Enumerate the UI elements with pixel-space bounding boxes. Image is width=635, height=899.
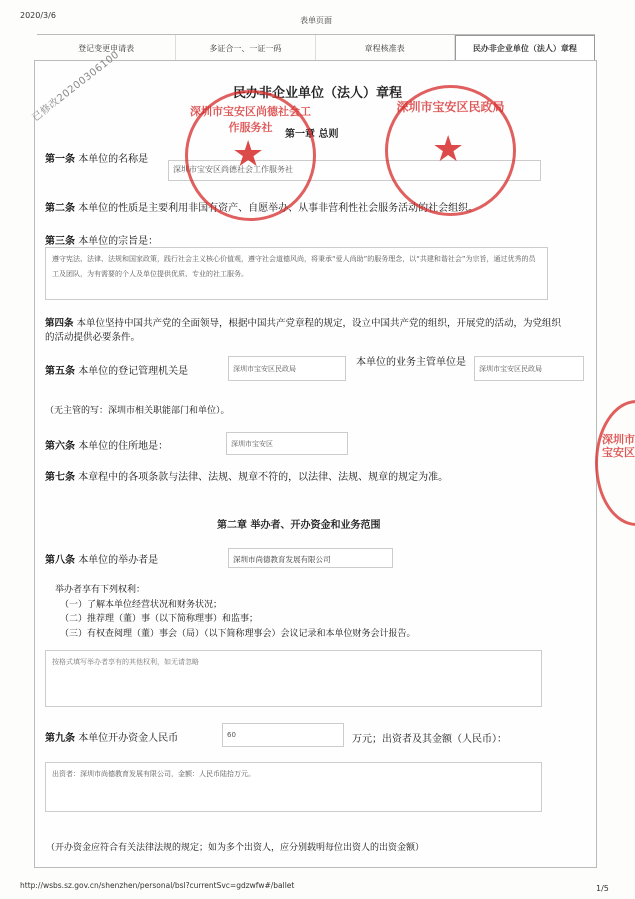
star-icon: ★ [232,134,265,175]
article6-label [45,437,168,452]
article6-text: 本单位的住所地是： [78,441,169,452]
star-icon: ★ [432,129,465,170]
seal-civil-affairs-text: 深圳市宝安区民政局 [396,100,505,114]
investor-textarea[interactable]: 出资者：深圳市尚德教育发展有限公司，金额：人民币陆拾万元。 [45,762,542,812]
article4-text: 本单位坚持中国共产党的全面领导，根据中国共产党章程的规定，设立中国共产党的组织，开展党的活动，为党组织的活动提供必要条件。 [45,318,562,343]
article5-number: 第五条 [45,366,75,377]
article3-label [45,232,158,247]
registration-authority-field[interactable]: 深圳市宝安区民政局 [228,356,346,381]
right-item-1: （一）了解本单位经营状况和财务状况； [60,600,223,610]
chapter2-title: 第二章 举办者、开办资金和业务范围 [217,520,381,531]
article7-text: 本章程中的各项条款与法律、法规、规章不符的，以法律、法规、规章的规定为准。 [78,472,449,483]
purpose-textarea[interactable]: 遵守宪法、法律、法规和国家政策，践行社会主义核心价值观，遵守社会道德风尚，将秉承“爱人尚助”的服务理念，以“共建和谐社会”为宗旨，通过优秀的员工及团队，为有需要的个人及单位提供优质、专业的社工服务。 [45,247,548,300]
article1-number: 第一条 [45,154,75,165]
article8-text: 本单位的举办者是 [78,555,159,566]
article9-label [45,729,178,744]
article4 [45,317,565,345]
capital-amount-field[interactable]: 60 [222,723,344,747]
page-header-title: 表单页面 [300,16,332,25]
watermark: 已修改20200306100 [30,49,122,124]
article9-text: 本单位开办资金人民币 [78,733,179,744]
capital-note: （开办资金应符合有关法律法规的规定；如为多个出资人，应分别载明每位出资人的出资金额） [46,843,425,853]
article7 [45,471,565,485]
article2-text: 本单位的性质是主要利用非国有资产、自愿举办、从事非营利性社会服务活动的社会组织。 [78,203,479,214]
page-number: 1/5 [596,884,609,893]
article5-label2: 本单位的业务主管单位是 [356,357,466,368]
article3-number: 第三条 [45,236,75,247]
tab-charter-approval[interactable]: 章程核准表 [316,35,455,61]
rights-title: 举办者享有下列权利： [55,585,146,595]
supervisor-unit-field[interactable]: 深圳市宝安区民政局 [474,356,584,381]
seal-org-text: 深圳市宝安区尚德社会工作服务社 [190,105,311,134]
org-name-field[interactable]: 深圳市宝安区尚德社会工作服务社 [168,160,541,181]
print-date: 2020/3/6 [20,11,56,20]
article2-number: 第二条 [45,203,75,214]
seal-org [185,90,316,221]
article6-number: 第六条 [45,441,75,452]
seal-partial-text: 深圳市宝安区 [602,433,635,459]
seal-partial [595,400,635,526]
right-item-2: （二）推荐理（董）事（以下简称理事）和监事； [60,614,259,624]
tab-change-application[interactable]: 登记变更申请表 [37,35,176,61]
tab-charter[interactable]: 民办非企业单位（法人）章程 [455,35,595,61]
sponsor-field[interactable]: 深圳市尚德教育发展有限公司 [228,548,393,568]
tab-multi-cert[interactable]: 多证合一、一证一码 [176,35,315,61]
article8-label [45,551,158,566]
other-rights-textarea[interactable]: 按格式填写举办者享有的其他权利，如无请忽略 [45,650,542,707]
article3-text: 本单位的宗旨是： [78,236,159,247]
seal-civil-affairs [385,85,516,216]
chapter1-title: 第一章 总则 [285,129,339,140]
article8-number: 第八条 [45,555,75,566]
article5-text: 本单位的登记管理机关是 [78,366,189,377]
capital-unit-label: 万元；出资者及其金额（人民币）： [352,734,507,745]
article1-text: 本单位的名称是 [78,154,149,165]
article5-label [45,362,188,377]
document-title: 民办非企业单位（法人）章程 [232,86,402,101]
article5-note: （无主管的写：深圳市相关职能部门和单位）。 [45,406,230,416]
footer-url: http://wsbs.sz.gov.cn/shenzhen/personal/bsl?currentSvc=gdzwfw#/ballet [20,881,295,890]
right-item-3: （三）有权查阅理（董）事会（局）（以下简称理事会）会议记录和本单位财务会计报告。 [60,629,416,639]
address-field[interactable]: 深圳市宝安区 [226,432,348,455]
article7-number: 第七条 [45,472,75,483]
article9-number: 第九条 [45,733,75,744]
article1-label [45,153,165,166]
article4-number: 第四条 [45,318,74,329]
